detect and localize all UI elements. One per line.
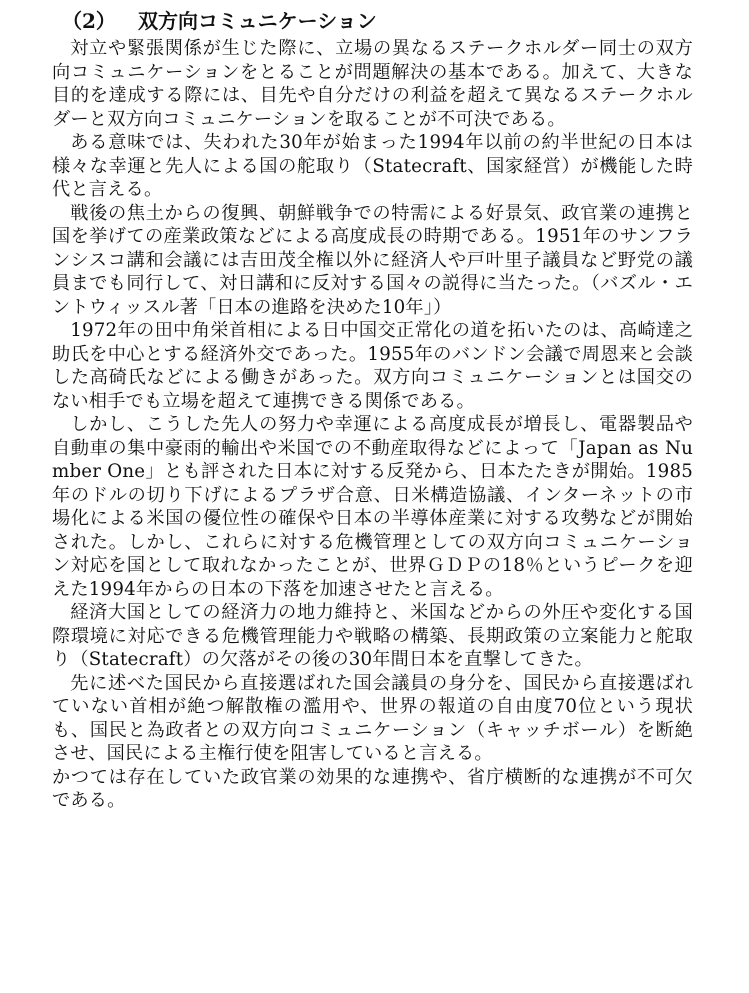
paragraph-3: 戦後の焦土からの復興、朝鮮戦争での特需による好景気、政官業の連携と国を挙げての産業政策などによる高度成長の時期である。1951年のサンフランシスコ講和会議には吉田茂全権以外に経済人や戸叶里子議員など野党の議員までも同行して、対日講和に反対する国々の説得に当たった。（バズル・エントウィッスル著「日本の進路を決めた10年」） <box>52 202 693 318</box>
paragraph-4: 1972年の田中角栄首相による日中国交正常化の道を拓いたのは、高崎達之助氏を中心とする経済外交であった。1955年のバンドン会議で周恩来と会談した高碕氏などによる働きがあった。双方向コミュニケーションとは国交のない相手でも立場を超えて連携できる関係である。 <box>52 320 693 412</box>
paragraph-5: しかし、こうした先人の努力や幸運による高度成長が増長し、電器製品や自動車の集中豪雨的輸出や米国での不動産取得などによって「Japan as Number One」とも評された日本に対する反発から、日本たたきが開始。1985年のドルの切り下げによるプラザ合意、日米構造協議、インターネットの市場化による米国の優位性の確保や日本の半導体産業に対する攻勢などが開始された。しかし、これらに対する危機管理としての双方向コミュニケーション対応を国として取れなかったことが、世界ＧＤＰの18％というピークを迎えた1994年からの日本の下落を加速させたと言える。 <box>52 414 693 600</box>
paragraph-6: 経済大国としての経済力の地力維持と、米国などからの外圧や変化する国際環境に対応できる危機管理能力や戦略の構築、長期政策の立案能力と舵取り（Statecraft）の欠落がその後の30年間日本を直撃してきた。 <box>52 602 693 670</box>
paragraph-1: 対立や緊張関係が生じた際に、立場の異なるステークホルダー同士の双方向コミュニケーションをとることが問題解決の基本である。加えて、大きな目的を達成する際には、目先や自分だけの利益を超えて異なるステークホルダーと双方向コミュニケーションを取ることが不可決である。 <box>52 38 693 130</box>
paragraph-7: 先に述べた国民から直接選ばれた国会議員の身分を、国民から直接選ばれていない首相が絶つ解散権の濫用や、世界の報道の自由度70位という現状も、国民と為政者との双方向コミュニケーション（キャッチボール）を断絶させ、国民による主権行使を阻害していると言える。 <box>52 672 693 764</box>
paragraph-2: ある意味では、失われた30年が始まった1994年以前の約半世紀の日本は様々な幸運と先人による国の舵取り（Statecraft、国家経営）が機能した時代と言える。 <box>52 132 693 200</box>
section-number: （2） <box>62 9 116 33</box>
section-heading <box>52 6 693 36</box>
section-title: 双方向コミュニケーション <box>138 9 377 33</box>
paragraph-8: かつては存在していた政官業の効果的な連携や、省庁横断的な連携が不可欠である。 <box>52 766 693 811</box>
